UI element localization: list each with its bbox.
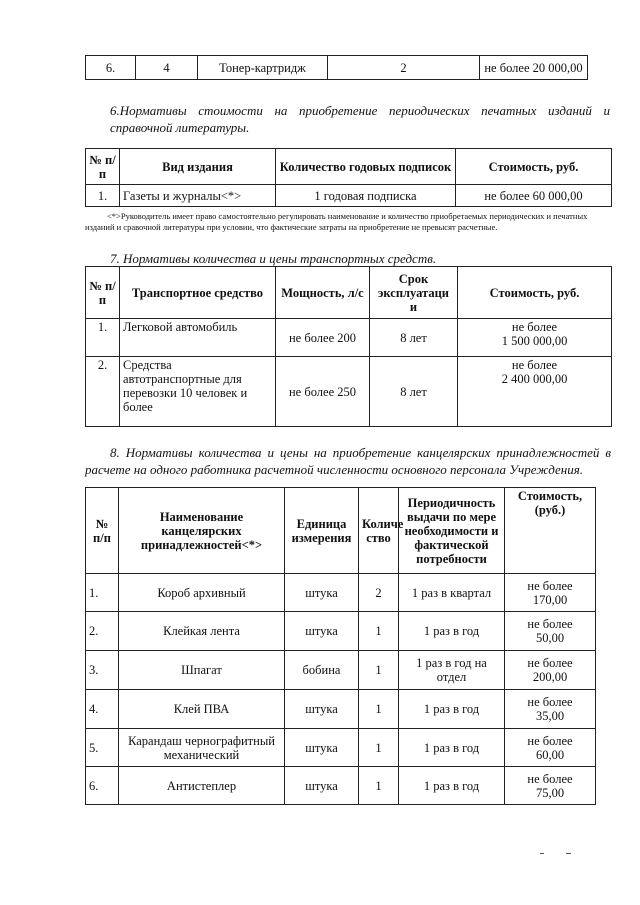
cell-qty: 4 <box>136 56 198 80</box>
cell-cost <box>505 767 596 805</box>
table-row <box>86 319 612 357</box>
cell-cost: не более 60 000,00 <box>456 185 612 207</box>
cell-qty: 1 <box>359 729 399 767</box>
table-top <box>85 55 588 80</box>
cell-count: 2 <box>328 56 480 80</box>
cell-unit: штука <box>285 690 359 729</box>
cell-cost <box>505 574 596 612</box>
table-vehicles <box>85 266 612 427</box>
table-row <box>86 185 612 207</box>
header-cost: Стоимость, руб. <box>458 267 612 319</box>
header-period: Периодичность выдачи по мере необходимости и фактической потребности <box>399 488 505 574</box>
header-name: Наименование канцелярских принадлежностей<*> <box>119 488 285 574</box>
table-header-row <box>86 149 612 185</box>
cost-label: не более <box>527 695 573 709</box>
cell-kind: Газеты и журналы<*> <box>120 185 276 207</box>
cell-no: 1. <box>86 185 120 207</box>
cell-name: Короб архивный <box>119 574 285 612</box>
cell-name: Клей ПВА <box>119 690 285 729</box>
cost-label: не более <box>527 578 573 593</box>
cell-unit: бобина <box>285 651 359 690</box>
cost-label: не более <box>511 320 558 334</box>
table-stationery <box>85 487 596 805</box>
cost-value: 170,00 <box>532 592 568 607</box>
header-no: № п/п <box>86 488 119 574</box>
cell-qty: 1 <box>359 690 399 729</box>
cell-term: 8 лет <box>370 357 458 427</box>
cost-value: 50,00 <box>535 631 565 645</box>
cell-power: не более 250 <box>276 357 370 427</box>
cell-cost <box>458 357 612 427</box>
cell-period: 1 раз в год <box>399 612 505 651</box>
cell-qty: 1 <box>359 767 399 805</box>
cost-value: 200,00 <box>532 670 568 684</box>
cell-no: 5. <box>86 729 119 767</box>
cell-name: Шпагат <box>119 651 285 690</box>
table-row <box>86 651 596 690</box>
cell-period: 1 раз в год <box>399 690 505 729</box>
cost-value: 1 500 000,00 <box>501 334 568 348</box>
table-row <box>86 574 596 612</box>
cell-unit: штука <box>285 612 359 651</box>
cell-power: не более 200 <box>276 319 370 357</box>
cell-vehicle: Средства автотранспортные для перевозки 10 человек и более <box>120 357 276 427</box>
cost-label: не более <box>527 733 573 748</box>
cell-period: 1 раз в квартал <box>399 574 505 612</box>
cell-count: 1 годовая подписка <box>276 185 456 207</box>
table-row <box>86 56 588 80</box>
table-row <box>86 612 596 651</box>
header-no: № п/п <box>86 149 120 185</box>
cell-period: 1 раз в год на отдел <box>399 651 505 690</box>
scan-mark <box>566 853 571 854</box>
cell-no: 2. <box>86 357 120 427</box>
cell-cost <box>505 612 596 651</box>
cell-cost <box>458 319 612 357</box>
section8-heading: 8. Нормативы количества и цены на приобретение канцелярских принадлежностей в расчете на одного работника расчетной численности основного персонала Учреждения. <box>85 445 611 477</box>
header-qty: Количе ство <box>359 488 399 574</box>
cell-vehicle: Легковой автомобиль <box>120 319 276 357</box>
cell-qty: 1 <box>359 651 399 690</box>
table-header-row <box>86 488 596 574</box>
cell-name: Карандаш чернографитный механический <box>119 729 285 767</box>
cost-label: не более <box>527 771 573 786</box>
cell-cost <box>505 651 596 690</box>
cell-unit: штука <box>285 767 359 805</box>
header-unit: Единица измерения <box>285 488 359 574</box>
cost-label: не более <box>527 656 573 670</box>
section6-footnote: <*>Руководитель имеет право самостоятельно регулировать наименование и количество приобретаемых периодических и печатных изданий и сравочной литературы при условии, что фактические затраты на приобретение не превысят расчетные. <box>85 211 588 232</box>
cost-label: не более <box>527 617 573 631</box>
cell-no: 6. <box>86 56 136 80</box>
table-row <box>86 767 596 805</box>
header-term: Срок эксплуатаци и <box>370 267 458 319</box>
header-count: Количество годовых подписок <box>276 149 456 185</box>
cell-qty: 1 <box>359 612 399 651</box>
cell-cost <box>505 690 596 729</box>
cell-no: 1. <box>86 574 119 612</box>
section7-heading: 7. Нормативы количества и цены транспортных средств. <box>110 251 437 266</box>
header-power: Мощность, л/с <box>276 267 370 319</box>
cost-value: 35,00 <box>535 709 565 723</box>
cell-no: 1. <box>86 319 120 357</box>
header-vehicle: Транспортное средство <box>120 267 276 319</box>
cell-no: 4. <box>86 690 119 729</box>
cost-value: 2 400 000,00 <box>501 372 568 386</box>
cell-cost <box>505 729 596 767</box>
cost-value: 60,00 <box>535 747 565 762</box>
table-header-row <box>86 267 612 319</box>
section6-heading: 6.Нормативы стоимости на приобретение периодических печатных изданий и справочной литературы. <box>110 103 610 135</box>
cell-term: 8 лет <box>370 319 458 357</box>
cell-unit: штука <box>285 574 359 612</box>
cell-period: 1 раз в год <box>399 767 505 805</box>
cell-no: 2. <box>86 612 119 651</box>
scan-mark <box>540 853 544 854</box>
header-no: № п/п <box>86 267 120 319</box>
cell-no: 6. <box>86 767 119 805</box>
table-row <box>86 690 596 729</box>
table-row <box>86 729 596 767</box>
header-cost: Стоимость, (руб.) <box>505 488 596 574</box>
cell-name: Антистеплер <box>119 767 285 805</box>
table-periodicals <box>85 148 612 207</box>
header-cost: Стоимость, руб. <box>456 149 612 185</box>
cost-label: не более <box>511 358 558 372</box>
cost-value: 75,00 <box>535 785 565 800</box>
table-row <box>86 357 612 427</box>
cell-period: 1 раз в год <box>399 729 505 767</box>
cell-unit: штука <box>285 729 359 767</box>
cell-name: Клейкая лента <box>119 612 285 651</box>
cell-no: 3. <box>86 651 119 690</box>
cell-cost: не более 20 000,00 <box>480 56 588 80</box>
cell-name: Тонер-картридж <box>198 56 328 80</box>
header-kind: Вид издания <box>120 149 276 185</box>
cell-qty: 2 <box>359 574 399 612</box>
